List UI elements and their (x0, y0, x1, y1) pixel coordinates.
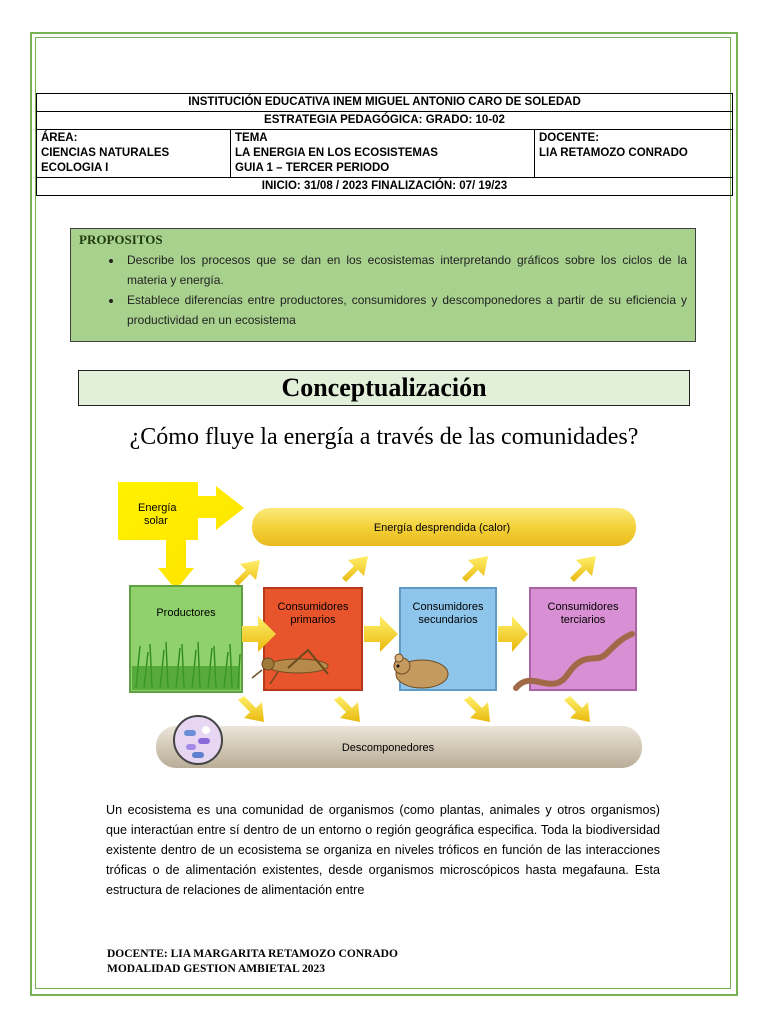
section-question: ¿Cómo fluye la energía a través de las comunidades? (129, 424, 639, 450)
heat-label: Energía desprendida (calor) (373, 522, 511, 534)
proposito-item: • Describe los procesos que se dan en los ecosistemas interpretando gráficos sobre los ciclos de la materia y energía. (123, 250, 687, 290)
section-title: Conceptualización (78, 370, 690, 406)
propositos-title: PROPOSITOS (79, 232, 163, 247)
proposito-item: • Establece diferencias entre productores, consumidores y descomponedores a partir de su eficiencia y productividad en un ecosistema (123, 290, 687, 330)
tertiary-label-line1: Consumidores (547, 601, 619, 613)
heat-up-arrows (234, 556, 596, 586)
energy-flow-diagram (112, 478, 652, 778)
dates-row: INICIO: 31/08 / 2023 FINALIZACIÓN: 07/ 19/23 (37, 178, 733, 196)
area-value-2: ECOLOGIA I (41, 162, 109, 174)
solar-label-line1: Energía (138, 502, 177, 514)
solar-energy-block (118, 482, 244, 590)
tema-cell (231, 130, 535, 178)
footer (107, 947, 398, 977)
propositos-box (70, 228, 696, 342)
footer-modality: MODALIDAD GESTION AMBIETAL 2023 (107, 963, 326, 975)
tertiary-label-line2: terciarios (560, 614, 606, 626)
area-cell (37, 130, 231, 178)
docente-label: DOCENTE: (539, 132, 600, 144)
strategy-grade: ESTRATEGIA PEDAGÓGICA: GRADO: 10-02 (37, 112, 733, 130)
decomposers-label: Descomponedores (341, 742, 435, 754)
microorganisms-icon (174, 716, 222, 764)
primary-label-line1: Consumidores (277, 601, 349, 613)
secondary-label-line1: Consumidores (412, 601, 484, 613)
secondary-label-line2: secundarios (418, 614, 478, 626)
body-paragraph: Un ecosistema es una comunidad de organismos (como plantas, animales y otros organismos) que interactúan entre sí dentro de un entorno o región geográfica especifica. Toda la biodiversidad existente dentro de un ecosistema se organiza en niveles tróficos en función de las interacciones tróficas o de alimentación existentes, desde organismos microscópicos hasta megafauna. Esta estructura de relaciones de alimentación entre (106, 803, 660, 897)
area-label: ÁREA: (41, 132, 78, 144)
primary-label-line2: primarios (290, 614, 336, 626)
tema-value-2: GUIA 1 – TERCER PERIODO (235, 162, 390, 174)
institution-name: INSTITUCIÓN EDUCATIVA INEM MIGUEL ANTONIO CARO DE SOLEDAD (37, 94, 733, 112)
tema-value-1: LA ENERGIA EN LOS ECOSISTEMAS (235, 147, 438, 159)
docente-cell (535, 130, 733, 178)
area-value-1: CIENCIAS NATURALES (41, 147, 170, 159)
propositos-list (79, 250, 687, 330)
tema-label: TEMA (235, 132, 268, 144)
header-table (36, 93, 733, 196)
decomposer-down-arrows (238, 696, 590, 722)
footer-teacher: DOCENTE: LIA MARGARITA RETAMOZO CONRADO (107, 948, 398, 960)
docente-value: LIA RETAMOZO CONRADO (539, 147, 688, 159)
solar-label-line2: solar (144, 515, 168, 527)
producers-label: Productores (156, 607, 216, 619)
